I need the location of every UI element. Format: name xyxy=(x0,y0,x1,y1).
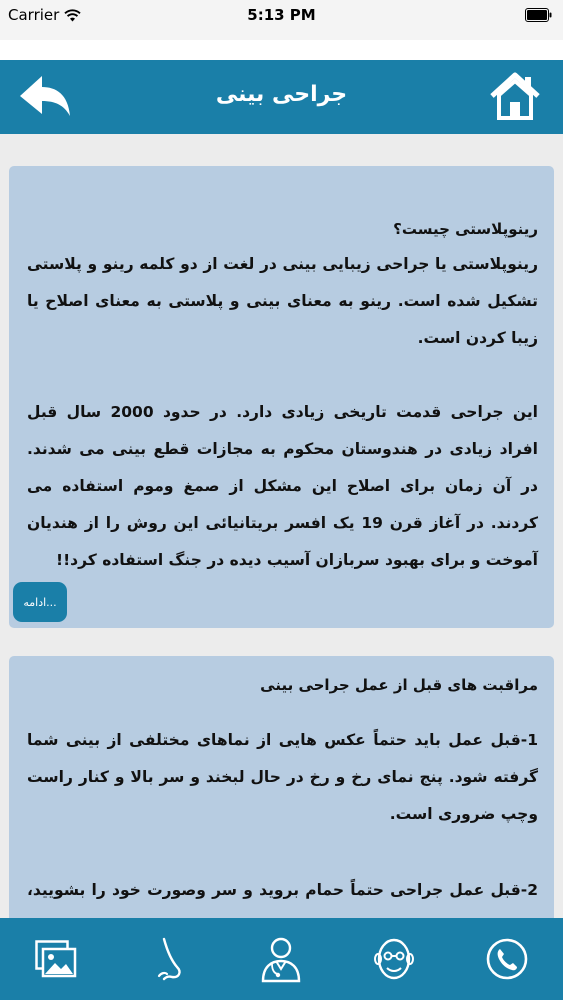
content-area[interactable] xyxy=(0,134,563,918)
article-card-rhinoplasty xyxy=(9,166,554,628)
status-bar xyxy=(0,0,563,40)
tab-doctor[interactable] xyxy=(251,929,311,989)
patient-face-icon xyxy=(370,935,418,983)
clock: 5:13 PM xyxy=(247,6,316,24)
card-paragraph: این جراحی قدمت تاریخی زیادی دارد. در حدود 2000 سال قبل افراد زیادی در هندوستان محکوم به مجازات قطع بینی می شدند. در آن زمان برای اصلاح این مشکل از صمغ وموم استفاده می کردند. در آغاز قرن 19 یک افسر بریتانیائی این روش را از هندیان آموخت و برای بهبود سربازان آسیب دیده در جنگ استفاده کرد!! xyxy=(27,403,538,569)
card-paragraph: رینوپلاستی یا جراحی زیبایی بینی در لغت از دو کلمه رینو و پلاستی تشکیل شده است. رینو به معنای بینی و پلاستی به معنای اصلاح یا زیبا کردن است. xyxy=(27,255,538,347)
phone-icon xyxy=(485,937,529,981)
gallery-icon xyxy=(35,940,77,978)
read-more-button[interactable]: ادامه... xyxy=(13,582,67,622)
doctor-icon xyxy=(259,936,303,982)
card-paragraph: 1-قبل عمل باید حتماً عکس هایی از نماهای مختلفی از بینی شما گرفته شود. پنج نمای رخ و رخ در حال لبخند و سر بالا و کنار راست وچپ ضروری است. xyxy=(27,731,538,823)
tab-nose[interactable] xyxy=(139,929,199,989)
tab-bar xyxy=(0,918,563,1000)
nav-bar xyxy=(0,60,563,134)
nose-icon xyxy=(152,936,186,982)
tab-gallery[interactable] xyxy=(26,929,86,989)
home-icon[interactable] xyxy=(489,71,541,123)
battery-icon xyxy=(525,8,553,22)
carrier-label: Carrier xyxy=(8,6,60,24)
card-heading: مراقبت های قبل از عمل جراحی بینی xyxy=(260,676,538,694)
tab-patient[interactable] xyxy=(364,929,424,989)
article-card-pre-op-care xyxy=(9,656,554,956)
card-heading: رینوپلاستی چیست؟ xyxy=(393,220,538,238)
tab-contact[interactable] xyxy=(477,929,537,989)
page-title: جراحی بینی xyxy=(215,82,348,107)
card-paragraph: 2-قبل عمل جراحی حتماً حمام بروید و سر وصورت خود را بشویید، xyxy=(27,881,538,899)
